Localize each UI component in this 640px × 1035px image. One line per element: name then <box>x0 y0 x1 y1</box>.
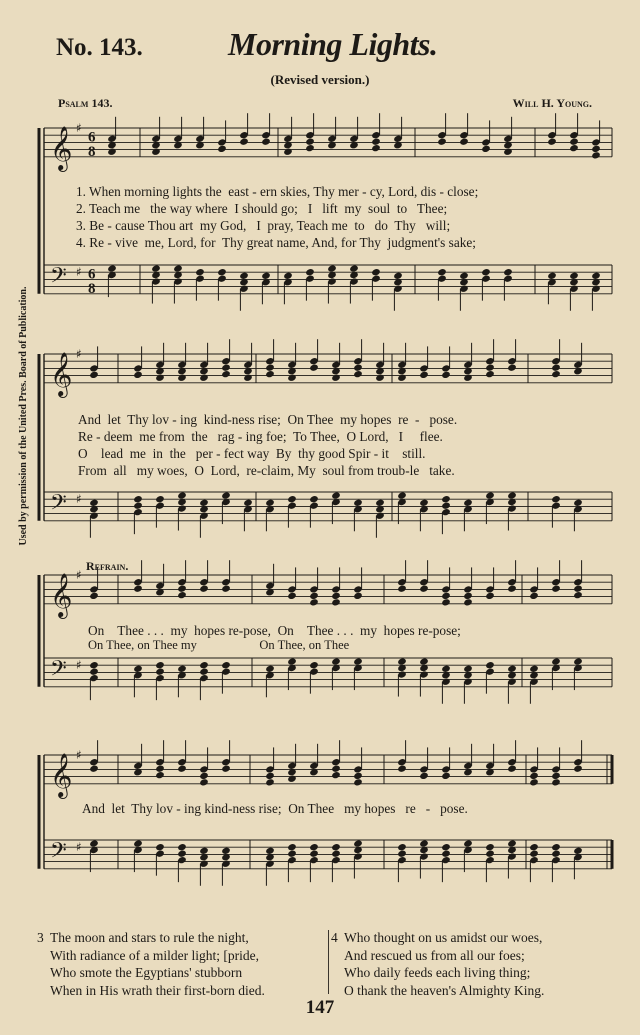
note-head <box>305 268 315 276</box>
note-head <box>441 772 451 780</box>
note-head <box>155 843 165 851</box>
note-head <box>485 363 495 371</box>
note-head <box>133 839 143 847</box>
note-head <box>353 592 363 600</box>
note-head <box>265 363 275 371</box>
note-head <box>397 374 407 382</box>
note-head <box>177 584 187 592</box>
stanza-line: Who thought on us amidst our woes, <box>344 930 543 945</box>
note-head <box>375 374 385 382</box>
stanza-line: Who daily feeds each living thing; <box>344 965 531 980</box>
note-head <box>239 272 249 280</box>
note-head <box>441 501 451 509</box>
note-head <box>441 495 451 503</box>
note-head <box>529 843 539 851</box>
note-head <box>569 272 579 280</box>
note-head <box>591 272 601 280</box>
note-head <box>287 495 297 503</box>
note-head <box>551 657 561 665</box>
note-head <box>287 657 297 665</box>
treble-clef: 𝄞 <box>50 125 73 170</box>
note-head <box>331 598 341 606</box>
note-head <box>265 499 275 507</box>
note-head <box>221 847 231 855</box>
note-head <box>463 592 473 600</box>
note-head <box>89 592 99 600</box>
note-head <box>507 665 517 673</box>
note-head <box>173 264 183 272</box>
note-head <box>481 268 491 276</box>
note-head <box>305 137 315 145</box>
time-signature-top: 6 <box>88 266 96 283</box>
note-head <box>177 843 187 851</box>
note-head <box>199 667 209 675</box>
note-head <box>331 843 341 851</box>
verse-line-1-2: 2. Teach me the way where I should go; I lift my soul to Thee; <box>76 201 448 216</box>
bass-clef: 𝄢 <box>50 838 67 869</box>
note-head <box>441 665 451 673</box>
note-head <box>551 849 561 857</box>
note-head <box>481 145 491 153</box>
note-head <box>287 592 297 600</box>
note-head <box>419 371 429 379</box>
note-head <box>287 374 297 382</box>
note-head <box>243 499 253 507</box>
verse-line-2-2: Re - deem me from the rag - ing foe; To Thee, O Lord, I flee. <box>78 429 443 444</box>
bass-clef: 𝄢 <box>50 263 67 294</box>
note-head <box>89 371 99 379</box>
note-head <box>309 592 319 600</box>
note-head <box>507 363 517 371</box>
note-head <box>305 144 315 152</box>
note-head <box>155 764 165 772</box>
note-head <box>547 272 557 280</box>
time-signature-bottom: 8 <box>88 280 96 297</box>
verse-line-2-3: O lead me in the per - fect way By thy good Spir - it still. <box>78 446 426 461</box>
stanza-number: 3 <box>37 930 44 945</box>
key-signature-sharp: ♯ <box>76 492 82 507</box>
note-head <box>309 363 319 371</box>
note-head <box>265 370 275 378</box>
note-head <box>261 137 271 145</box>
note-head <box>551 363 561 371</box>
note-head <box>199 374 209 382</box>
note-head <box>551 370 561 378</box>
note-head <box>199 661 209 669</box>
note-head <box>309 849 319 857</box>
stanza-number: 4 <box>331 930 338 945</box>
note-head <box>265 665 275 673</box>
note-head <box>529 665 539 673</box>
note-head <box>485 661 495 669</box>
note-head <box>419 772 429 780</box>
note-head <box>331 849 341 857</box>
note-head <box>221 764 231 772</box>
note-head <box>485 849 495 857</box>
note-head <box>155 495 165 503</box>
verse-line-1-3: 3. Be - cause Thou art my God, I pray, Teach me to do Thy will; <box>76 218 451 233</box>
note-head <box>265 772 275 780</box>
note-head <box>441 371 451 379</box>
note-head <box>243 374 253 382</box>
note-head <box>199 584 209 592</box>
stanza-line: The moon and stars to rule the night, <box>50 930 249 945</box>
note-head <box>551 778 561 786</box>
note-head <box>221 370 231 378</box>
note-head <box>441 592 451 600</box>
note-head <box>199 847 209 855</box>
note-head <box>177 591 187 599</box>
note-head <box>529 849 539 857</box>
psalm-reference: Psalm 143. <box>58 96 113 110</box>
note-head <box>397 584 407 592</box>
verse-line-1-4: 4. Re - vive me, Lord, for Thy great name, And, for Thy judgment's sake; <box>76 235 476 250</box>
note-head <box>503 268 513 276</box>
note-head <box>485 491 495 499</box>
note-head <box>591 151 601 159</box>
note-head <box>133 371 143 379</box>
note-head <box>485 370 495 378</box>
bass-clef: 𝄢 <box>50 656 67 687</box>
note-head <box>155 771 165 779</box>
note-head <box>331 491 341 499</box>
note-head <box>419 499 429 507</box>
note-head <box>569 144 579 152</box>
note-head <box>463 374 473 382</box>
note-head <box>371 268 381 276</box>
note-head <box>441 598 451 606</box>
note-head <box>195 268 205 276</box>
note-head <box>217 268 227 276</box>
composer-credit: Will H. Young. <box>512 96 592 110</box>
note-head <box>89 764 99 772</box>
note-head <box>133 501 143 509</box>
note-head <box>199 778 209 786</box>
treble-clef: 𝄞 <box>50 572 73 617</box>
key-signature-sharp: ♯ <box>76 265 82 280</box>
note-head <box>353 370 363 378</box>
hymn-number: No. 143. <box>56 34 143 61</box>
verse-line-1-1: 1. When morning lights the east - ern skies, Thy mer - cy, Lord, dis - close; <box>76 184 479 199</box>
note-head <box>199 772 209 780</box>
note-head <box>309 495 319 503</box>
note-head <box>551 584 561 592</box>
note-head <box>441 843 451 851</box>
stanza-4 <box>331 929 545 999</box>
hymn-subtitle: (Revised version.) <box>270 72 370 87</box>
note-head <box>331 374 341 382</box>
key-signature-sharp: ♯ <box>76 658 82 673</box>
note-head <box>331 592 341 600</box>
note-head <box>529 778 539 786</box>
note-head <box>265 847 275 855</box>
refrain-bass-lyrics: On Thee, on Thee my On Thee, on Thee <box>88 638 350 652</box>
note-head <box>547 137 557 145</box>
refrain-lyrics: On Thee . . . my hopes re-pose, On Thee . . . my hopes re-pose; <box>88 623 461 638</box>
treble-clef: 𝄞 <box>50 752 73 797</box>
note-head <box>217 145 227 153</box>
note-head <box>89 667 99 675</box>
note-head <box>261 272 271 280</box>
note-head <box>155 661 165 669</box>
note-head <box>221 661 231 669</box>
note-head <box>221 491 231 499</box>
note-head <box>327 264 337 272</box>
page-number: 147 <box>305 997 335 1018</box>
stanza-3 <box>37 929 265 999</box>
note-head <box>89 839 99 847</box>
note-head <box>529 772 539 780</box>
note-head <box>573 499 583 507</box>
note-head <box>573 847 583 855</box>
note-head <box>393 272 403 280</box>
note-head <box>107 148 117 156</box>
note-head <box>283 272 293 280</box>
permission-credit: Used by permission of the United Pres. Board of Publication. <box>18 286 29 546</box>
note-head <box>309 661 319 669</box>
note-head <box>441 849 451 857</box>
note-head <box>221 363 231 371</box>
note-head <box>507 764 517 772</box>
note-head <box>133 665 143 673</box>
stanza-line: Who smote the Egyptians' stubborn <box>50 965 243 980</box>
note-head <box>221 584 231 592</box>
note-head <box>437 137 447 145</box>
note-head <box>397 657 407 665</box>
bass-clef: 𝄢 <box>50 490 67 521</box>
time-signature-top: 6 <box>88 129 96 146</box>
note-head <box>459 137 469 145</box>
note-head <box>177 491 187 499</box>
stanza-line: With radiance of a milder light; [pride, <box>50 947 260 963</box>
note-head <box>177 849 187 857</box>
note-head <box>507 839 517 847</box>
note-head <box>353 772 363 780</box>
note-head <box>89 661 99 669</box>
note-head <box>507 584 517 592</box>
note-head <box>485 592 495 600</box>
stanza-divider <box>328 930 329 994</box>
note-head <box>419 657 429 665</box>
key-signature-sharp: ♯ <box>76 568 82 582</box>
key-signature-sharp: ♯ <box>76 121 82 135</box>
note-head <box>287 775 297 783</box>
note-head <box>107 264 117 272</box>
note-head <box>177 764 187 772</box>
note-head <box>331 771 341 779</box>
stanza-line: When in His wrath their first-born died. <box>50 982 265 998</box>
note-head <box>573 764 583 772</box>
note-head <box>331 657 341 665</box>
refrain-label: Refrain. <box>86 559 129 573</box>
note-head <box>419 839 429 847</box>
note-head <box>89 499 99 507</box>
note-head <box>371 144 381 152</box>
note-head <box>375 499 385 507</box>
note-head <box>463 665 473 673</box>
note-head <box>353 499 363 507</box>
note-head <box>283 148 293 156</box>
note-head <box>573 657 583 665</box>
key-signature-sharp: ♯ <box>76 840 82 855</box>
note-head <box>353 778 363 786</box>
note-head <box>397 849 407 857</box>
note-head <box>309 598 319 606</box>
note-head <box>155 374 165 382</box>
note-head <box>349 264 359 272</box>
key-signature-sharp: ♯ <box>76 748 82 762</box>
note-head <box>177 665 187 673</box>
note-head <box>151 148 161 156</box>
hymn-title: Morning Lights. <box>228 26 438 62</box>
time-signature-bottom: 8 <box>88 143 96 160</box>
verse-line-2-1: And let Thy lov - ing kind-ness rise; On Thee my hopes re - pose. <box>78 412 458 427</box>
note-head <box>155 667 165 675</box>
note-head <box>177 374 187 382</box>
note-head <box>463 598 473 606</box>
note-head <box>397 491 407 499</box>
note-head <box>133 495 143 503</box>
note-head <box>529 592 539 600</box>
note-head <box>569 137 579 145</box>
note-head <box>239 137 249 145</box>
note-head <box>503 148 513 156</box>
note-head <box>397 843 407 851</box>
note-head <box>287 843 297 851</box>
note-head <box>463 839 473 847</box>
note-head <box>353 363 363 371</box>
note-head <box>199 499 209 507</box>
note-head <box>353 839 363 847</box>
note-head <box>485 843 495 851</box>
note-head <box>397 764 407 772</box>
note-head <box>353 657 363 665</box>
verse-line-2-4: From all my woes, O Lord, re-claim, My soul from troub-le take. <box>78 463 455 478</box>
key-signature-sharp: ♯ <box>76 347 82 361</box>
note-head <box>331 764 341 772</box>
note-head <box>151 264 161 272</box>
note-head <box>591 145 601 153</box>
note-head <box>437 268 447 276</box>
note-head <box>573 591 583 599</box>
note-head <box>309 843 319 851</box>
note-head <box>551 772 561 780</box>
note-head <box>371 137 381 145</box>
stanza-line: And rescued us from all our foes; <box>344 947 525 963</box>
note-head <box>507 491 517 499</box>
note-head <box>573 584 583 592</box>
note-head <box>551 495 561 503</box>
note-head <box>287 849 297 857</box>
note-head <box>463 499 473 507</box>
note-head <box>265 778 275 786</box>
note-head <box>419 584 429 592</box>
note-head <box>551 843 561 851</box>
final-lyrics: And let Thy lov - ing kind-ness rise; On Thee my hopes re - pose. <box>82 801 468 816</box>
note-head <box>459 272 469 280</box>
note-head <box>133 584 143 592</box>
treble-clef: 𝄞 <box>50 351 73 396</box>
stanza-line: O thank the heaven's Almighty King. <box>344 982 545 998</box>
